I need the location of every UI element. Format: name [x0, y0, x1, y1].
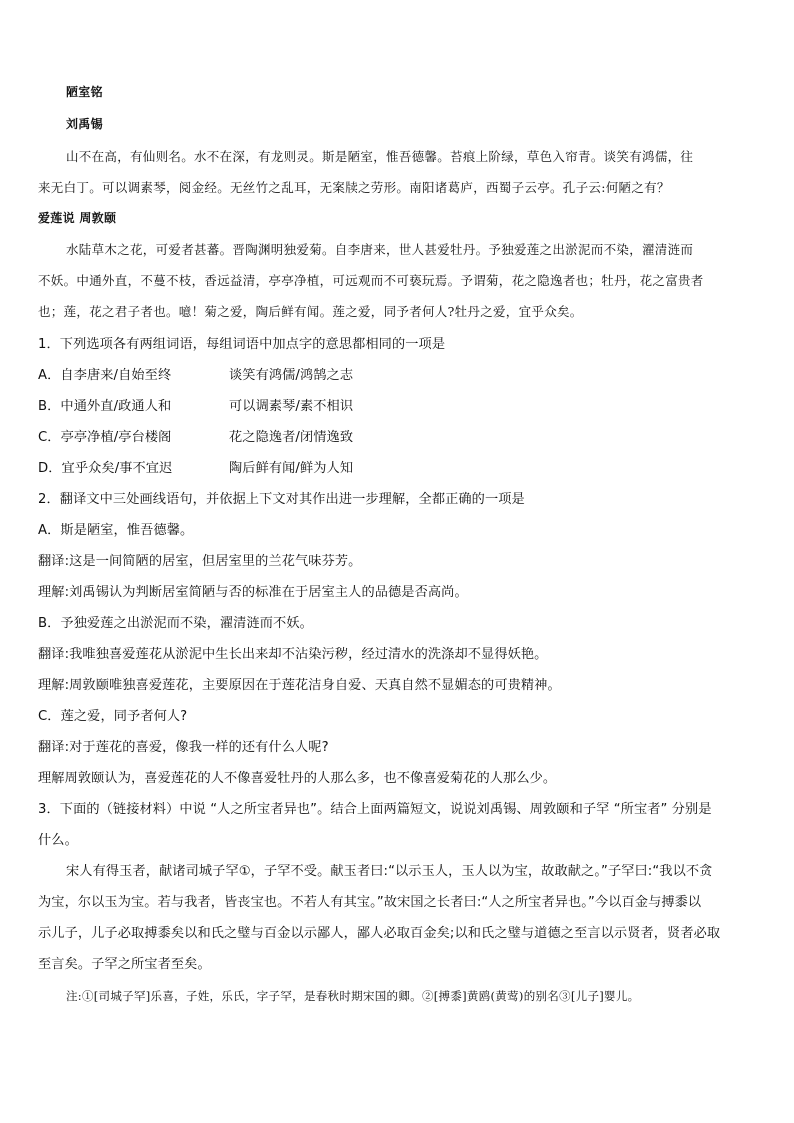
passage2-line-3: 也；莲，花之君子者也。噫！菊之爱，陶后鲜有闻。莲之爱，同予者何人?牡丹之爱，宜乎众矣。 — [38, 304, 583, 319]
q2-a-understanding: 理解:刘禹锡认为判断居室简陋与否的标准在于居室主人的品德是否高尚。 — [38, 585, 468, 600]
underlined-sentence: 莲之爱，同予者何人? — [332, 304, 455, 319]
q3-stem-1: 3．下面的（链接材料）中说 “人之所宝者异也”。结合上面两篇短文，说说刘禹锡、周敦颐和子罕 “所宝者” 分别是 — [38, 802, 712, 817]
q2-option-c: C．莲之爱，同予者何人? — [38, 709, 188, 724]
q3-material-2: 为宝，尔以玉为宝。若与我者，皆丧宝也。不若人有其宝。”故宋国之长者曰:“人之所宝者异也。”今以百金与搏黍以 — [38, 895, 702, 910]
q3-material-4: 至言矣。子罕之所宝者至矣。 — [38, 957, 211, 972]
q2-c-understanding: 理解周敦颐认为，喜爱莲花的人不像喜爱牡丹的人那么多，也不像喜爱菊花的人那么少。 — [38, 771, 557, 786]
q3-material-1: 宋人有得玉者，献诸司城子罕①，子罕不受。献玉者曰:“以示玉人，玉人以为宝，故敢献之。”子罕曰:“我以不贪 — [66, 864, 713, 879]
underlined-sentence: 不妖。 — [38, 273, 77, 288]
q2-b-translation: 翻译:我唯独喜爱莲花从淤泥中生长出来却不沾染污秽，经过清水的洗涤却不显得妖艳。 — [38, 647, 548, 662]
q2-c-translation: 翻译:对于莲花的喜爱，像我一样的还有什么人呢? — [38, 740, 329, 755]
q2-b-understanding: 理解:周敦颐唯独喜爱莲花，主要原因在于莲花洁身自爱、天真自然不显媚态的可贵精神。 — [38, 678, 561, 693]
q1-option-d: D．宜乎众矣/事不宜迟 陶后鲜有闻/鲜为人知 — [38, 461, 354, 476]
q1-option-c: C．亭亭净植/亭台楼阁 花之隐逸者/闭情逸致 — [38, 430, 354, 445]
q3-material-3: 示儿子，儿子必取搏黍矣以和氏之璧与百金以示鄙人，鄙人必取百金矣;以和氏之璧与道德之至言以示贤者，贤者必取 — [38, 926, 721, 941]
q1-option-b: B．中通外直/政通人和 可以调素琴/素不相识 — [38, 399, 354, 414]
passage2-line-1: 水陆草木之花，可爱者甚蕃。晋陶渊明独爱菊。自李唐来，世人甚爱牡丹。予独爱莲之出淤泥而不染，濯清涟而 — [66, 242, 694, 257]
underlined-sentence: 予独爱莲之出淤泥而不染，濯清涟而 — [488, 242, 694, 257]
passage1-line-1: 山不在高，有仙则名。水不在深，有龙则灵。斯是陋室，惟吾德馨。苔痕上阶绿，草色入帘青。谈笑有鸿儒，往 — [66, 149, 694, 164]
passage2-title: 爱莲说 周敦颐 — [38, 211, 117, 225]
q1-option-a: A．自李唐来/自始至终 谈笑有鸿儒/鸿鹄之志 — [38, 368, 354, 383]
q2-option-a: A．斯是陋室，惟吾德馨。 — [38, 523, 194, 538]
passage1-line-2: 来无白丁。可以调素琴，阅金经。无丝竹之乱耳，无案牍之劳形。南阳诸葛庐，西蜀子云亭。孔子云:何陋之有？ — [38, 180, 670, 195]
passage1-title: 陋室铭 — [66, 85, 103, 99]
q3-stem-2: 什么。 — [38, 833, 78, 848]
q2-stem: 2．翻译文中三处画线语句，并依据上下文对其作出进一步理解，全都正确的一项是 — [38, 492, 525, 507]
q2-option-b: B．予独爱莲之出淤泥而不染，濯清涟而不妖。 — [38, 616, 313, 631]
underlined-sentence: 斯是陋室，惟吾德馨。 — [322, 149, 451, 164]
passage1-author: 刘禹锡 — [66, 117, 103, 131]
q3-footnote: 注:①[司城子罕]乐喜，子姓，乐氏，字子罕，是春秋时期宋国的卿。②[搏黍]黄鸥(黄莺)的别名③[儿子]婴儿。 — [66, 989, 640, 1003]
passage2-line-2: 不妖。中通外直，不蔓不枝，香远益清，亭亭净植，可远观而不可亵玩焉。予谓菊，花之隐逸者也；牡丹，花之富贵者 — [38, 273, 704, 288]
q1-stem: 1．下列选项各有两组词语，每组词语中加点字的意思都相同的一项是 — [38, 337, 446, 352]
q2-a-translation: 翻译:这是一间简陋的居室，但居室里的兰花气味芬芳。 — [38, 554, 362, 569]
